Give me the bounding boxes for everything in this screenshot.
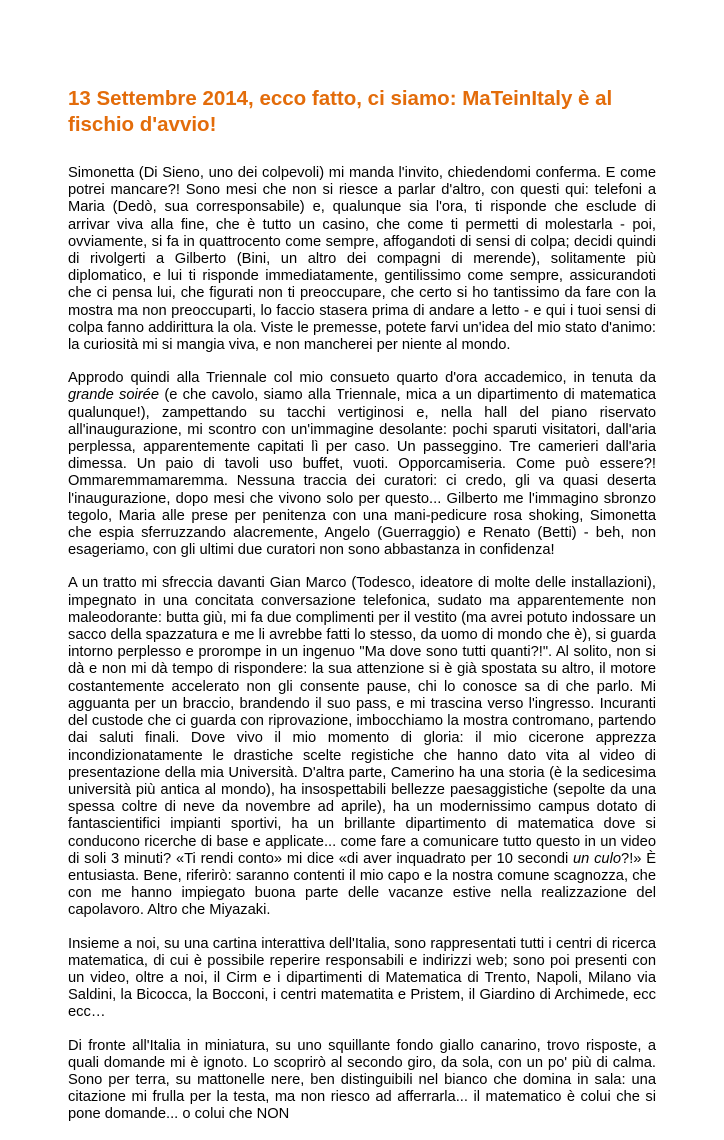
- paragraph-text: Simonetta (Di Sieno, uno dei colpevoli) mi manda l'invito, chiedendomi conferma. E come potrei mancare?! Sono mesi che non si riesce a parlar d'altro, con questi qui: telefoni a Maria (Dedò, sua corresponsabile) e, qualunque sia l'ora, ti risponde che esclude di arrivar viva alla fine, che è tutto un casino, che come ti permetti di molestarla - poi, ovviamente, si fa in quattrocento come sempre, affogandoti di sensi di colpa; decidi quindi di rivolgerti a Gilberto (Bini, un altro dei compagni di merende), solitamente più diplomatico, e lui ti risponde immediatamente, gentilissimo come sempre, assicurandoti che ci pensa lui, che figurati non ti preoccupare, che certo si ho tantissimo da fare con la mostra ma non preoccuparti, lo faccio stasera prima di andare a letto - e qui i tuoi sensi di colpa fanno addirittura la ola. Viste le premesse, potete farvi un'idea del mio stato d'animo: la curiosità mi si mangia viva, e non mancherei per niente al mondo.: [68, 165, 656, 354]
- article-title: 13 Settembre 2014, ecco fatto, ci siamo: MaTeinItaly è al fischio d'avvio!: [68, 87, 613, 136]
- paragraph-text: (e che cavolo, siamo alla Triennale, mica a un dipartimento di matematica qualunque!), zampettando su tacchi vertiginosi e, nella hall del piano riservato all'inaugurazione, mi scontro con un'immagine desolante: pochi sparuti visitatori, dall'aria perplessa, apparentemente capitati lì per caso. Un passeggino. Tre camerieri dall'aria dimessa. Un paio di tavoli uso buffet, vuoti. Opporcamiseria. Come può essere?! Ommaremmamaremma. Nessuna traccia dei curatori: ci credo, gli va quasi deserta l'inaugurazione, dopo mesi che vivono solo per questo... Gilberto me l'immagino sbronzo tegolo, Maria alle prese per penitenza con una mani-pedicure rosa shoking, Simonetta che espia sferruzzando alacremente, Angelo (Guerraggio) e Renato (Betti) - beh, non esageriamo, con gli ultimi due curatori non sono abbastanza in confidenza!: [68, 387, 656, 559]
- article-paragraph: [68, 370, 656, 559]
- article-paragraph: [68, 936, 656, 1022]
- italic-text: grande soirée: [68, 387, 160, 404]
- paragraph-text: A un tratto mi sfreccia davanti Gian Marco (Todesco, ideatore di molte delle installazioni), impegnato in una concitata conversazione telefonica, sudato ma apparentemente non maleodorante: butta giù, mi fa due complimenti per il vestito (ma avrei potuto indossare un sacco della spazzatura e me li avrebbe fatti lo stesso, da uomo di mondo che è), si guarda intorno perplesso e prorompe in un ingenuo "Ma dove sono tutti quanti?!". Al solito, non si dà e non mi dà tempo di rispondere: la sua attenzione si è già spostata su altro, il motore costantemente accelerato non gli consente pause, chi lo conosce sa di che parlo. Mi agguanta per un braccio, brandendo il suo pass, e mi trascina verso l'ingresso. Incuranti del custode che ci guarda con riprovazione, imbocchiamo la mostra contromano, partendo dai saluti finali. Dove vivo il mio momento di gloria: il mio cicerone apprezza incondizionatamente le drastiche scelte registiche che hanno dato vita al video di presentazione della mia Università. D'altra parte, Camerino ha una storia (è la sedicesima università più antica al mondo), ha insospettabili bellezze paesaggistiche (sepolte da una spessa coltre di neve da novembre ad aprile), ha un modernissimo campus dotato di fantascientifici impianti sportivi, ha un brillante dipartimento di matematica dove si conducono ricerche di base e applicate... come fare a comunicare tutto questo in un video di soli 3 minuti? «Ti rendi conto» mi dice «di aver inquadrato per 10 secondi: [68, 575, 656, 867]
- article-paragraph: [68, 165, 656, 354]
- paragraph-text: ?!» È entusiasta. Bene, riferirò: saranno contenti il mio capo e la nostra comune scagnozza, che con me hanno impiegato buona parte delle vacanze estive nella realizzazione del capolavoro. Altro che Miyazaki.: [68, 850, 656, 919]
- paragraph-text: Di fronte all'Italia in miniatura, su uno squillante fondo giallo canarino, trovo risposte, a quali domande mi è ignoto. Lo scoprirò al secondo giro, da sola, con un po' più di calma. Sono per terra, su mattonelle nere, ben distinguibili nel bianco che domina in sala: una citazione mi frulla per la testa, ma non riesco ad afferrarla... il matematico è colui che si pone domande... o colui che NON: [68, 1037, 656, 1123]
- article-body: [68, 165, 656, 1140]
- italic-text: un culo: [573, 850, 622, 867]
- article-paragraph: [68, 575, 656, 919]
- article-paragraph: [68, 1038, 656, 1124]
- paragraph-text: Insieme a noi, su una cartina interattiva dell'Italia, sono rappresentati tutti i centri di ricerca matematica, di cui è possibile reperire responsabili e indirizzi web; sono poi presenti con un video, oltre a noi, il Cirm e i dipartimenti di Matematica di Trento, Napoli, Milano via Saldini, la Bicocca, la Bocconi, i centri matematita e Pristem, il Giardino di Archimede, ecc ecc…: [68, 935, 656, 1021]
- paragraph-text: Approdo quindi alla Triennale col mio consueto quarto d'ora accademico, in tenuta da: [68, 370, 656, 387]
